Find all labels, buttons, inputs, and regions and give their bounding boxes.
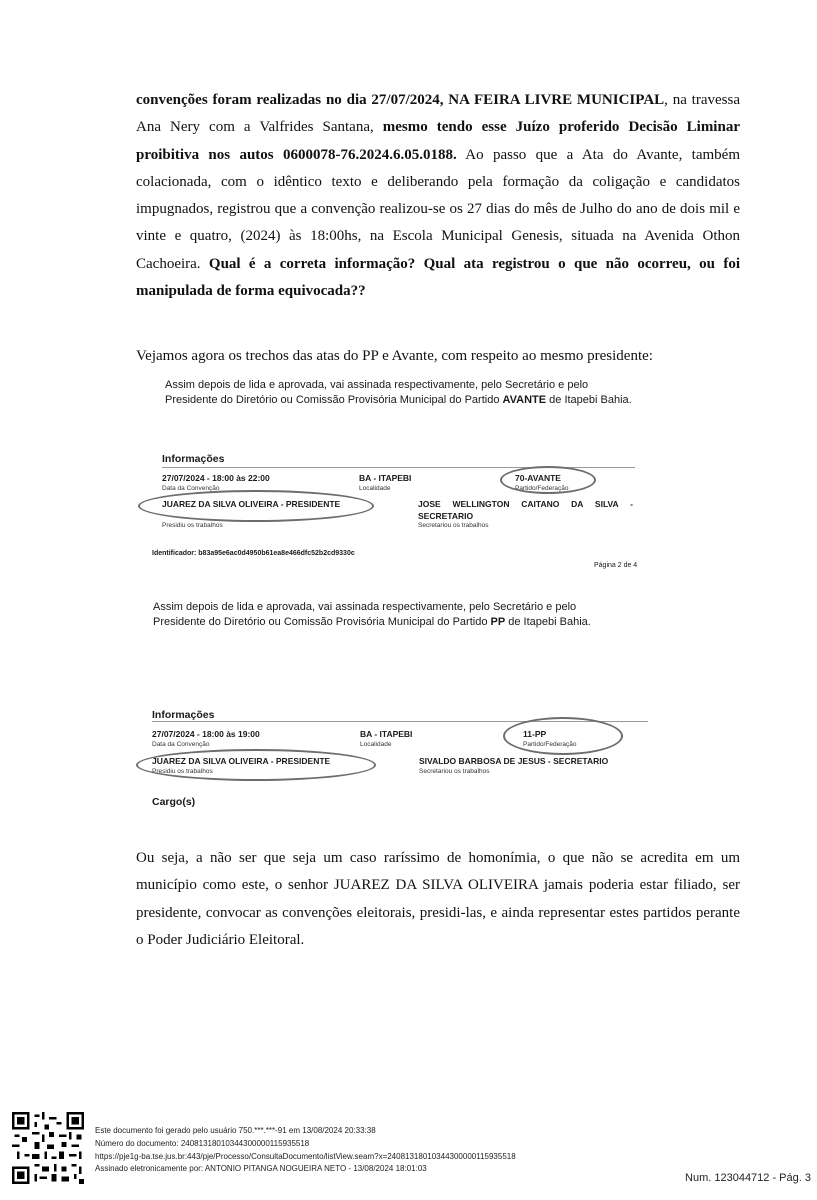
secretary-value-cont: SECRETARIO xyxy=(418,511,474,521)
text-bold: Qual é a correta informação? Qual ata registrou o que não ocorreu, ou foi manipulada de forma equivocada?? xyxy=(136,255,740,300)
party-value: 11-PP xyxy=(523,729,547,739)
locality-value: BA - ITAPEBI xyxy=(360,729,413,739)
identifier: Identificador: b83a95e6ac0d4950b61ea8e466dfc52b2cd9330c xyxy=(152,550,355,557)
footer-line: Assinado eletronicamente por: ANTONIO PITANGA NOGUEIRA NETO - 13/08/2024 18:01:03 xyxy=(95,1164,427,1174)
date-label: Data da Convenção xyxy=(152,741,210,748)
text: Ao passo que a Ata do Avante, também colacionada, com o idêntico texto e deliberando pela formação da coligação e candidatos impugnados, registrou que a convenção realizou-se os 27 dias do mês de Julho do ano de dois mil e vinte e quatro, (2024) às 18:00hs, na Escola Municipal Genesis, situada na Avenida Othon Cachoeira. xyxy=(136,146,740,272)
secretary-label: Secretariou os trabalhos xyxy=(419,768,490,775)
footer-line: Este documento foi gerado pelo usuário 750.***.***-91 em 13/08/2024 20:33:38 xyxy=(95,1126,376,1135)
date-value: 27/07/2024 - 18:00 às 19:00 xyxy=(152,729,260,739)
text-bold: convenções foram realizadas no dia 27/07/2024, NA FEIRA LIVRE MUNICIPAL xyxy=(136,92,665,108)
excerpt-intro xyxy=(153,600,673,630)
paragraph-convencoes xyxy=(136,87,740,305)
date-label: Data da Convenção xyxy=(162,485,220,492)
intro-line-1: Assim depois de lida e aprovada, vai assinada respectivamente, pelo Secretário e pelo xyxy=(165,379,589,391)
president-label: Presidiu os trabalhos xyxy=(152,768,213,775)
intro-line-1: Assim depois de lida e aprovada, vai assinada respectivamente, pelo Secretário e pelo xyxy=(153,601,577,613)
secretary-label: Secretariou os trabalhos xyxy=(418,522,489,529)
highlight-oval xyxy=(136,749,376,781)
secretary-value: JOSE WELLINGTON CAITANO DA SILVA - xyxy=(418,499,633,509)
date-value: 27/07/2024 - 18:00 às 22:00 xyxy=(162,473,270,483)
footer-line[interactable]: https://pje1g-ba.tse.jus.br:443/pje/Processo/ConsultaDocumento/listView.seam?x=24081318010344300000115935518 xyxy=(95,1151,516,1161)
highlight-oval xyxy=(503,717,623,755)
party-label: Partido/Federação xyxy=(515,485,569,492)
qr-code-icon xyxy=(12,1112,84,1184)
locality-label: Localidade xyxy=(359,485,391,492)
text-bold: mesmo tendo esse Juízo proferido Decisão Liminar proibitiva nos autos 0600078-76.2024.6.05.0188. xyxy=(136,119,740,163)
page-indicator: Página 2 de 4 xyxy=(594,562,638,569)
footer-metadata xyxy=(95,1125,516,1176)
page-number: Num. 123044712 - Pág. 3 xyxy=(685,1172,811,1184)
info-heading: Informações xyxy=(152,709,215,721)
president-value: JUAREZ DA SILVA OLIVEIRA - PRESIDENTE xyxy=(162,499,341,509)
intro-line-2: Presidente do Diretório ou Comissão Provisória Municipal do Partido AVANTE de Itapebi Bahia. xyxy=(165,394,632,406)
party-value: 70-AVANTE xyxy=(515,473,561,483)
paragraph-conclusao: Ou seja, a não ser que seja um caso raríssimo de homonímia, o que não se acredita em um município como este, o senhor JUAREZ DA SILVA OLIVEIRA jamais poderia estar filiado, ser presidente, convocar as convenções eleitorais, presidi-las, e ainda representar estes partidos perante o Poder Judiciário Eleitoral. xyxy=(136,850,740,948)
highlight-oval xyxy=(500,466,596,494)
excerpt-intro xyxy=(165,378,685,408)
president-label: Presidiu os trabalhos xyxy=(162,522,223,529)
info-heading: Informações xyxy=(162,453,225,465)
party-label: Partido/Federação xyxy=(523,741,577,748)
secretary-value: SIVALDO BARBOSA DE JESUS - SECRETARIO xyxy=(419,756,609,766)
cargo-heading: Cargo(s) xyxy=(152,796,196,808)
president-value: JUAREZ DA SILVA OLIVEIRA - PRESIDENTE xyxy=(152,756,331,766)
intro-line-2: Presidente do Diretório ou Comissão Provisória Municipal do Partido PP de Itapebi Bahia. xyxy=(153,616,591,628)
locality-value: BA - ITAPEBI xyxy=(359,473,412,483)
paragraph-vejamos: Vejamos agora os trechos das atas do PP e Avante, com respeito ao mesmo presidente: xyxy=(136,348,653,364)
highlight-oval xyxy=(138,490,374,522)
text: , na travessa Ana Nery com a Valfrides Santana, xyxy=(136,92,740,136)
footer-line: Número do documento: 24081318010344300000115935518 xyxy=(95,1138,310,1148)
locality-label: Localidade xyxy=(360,741,392,748)
